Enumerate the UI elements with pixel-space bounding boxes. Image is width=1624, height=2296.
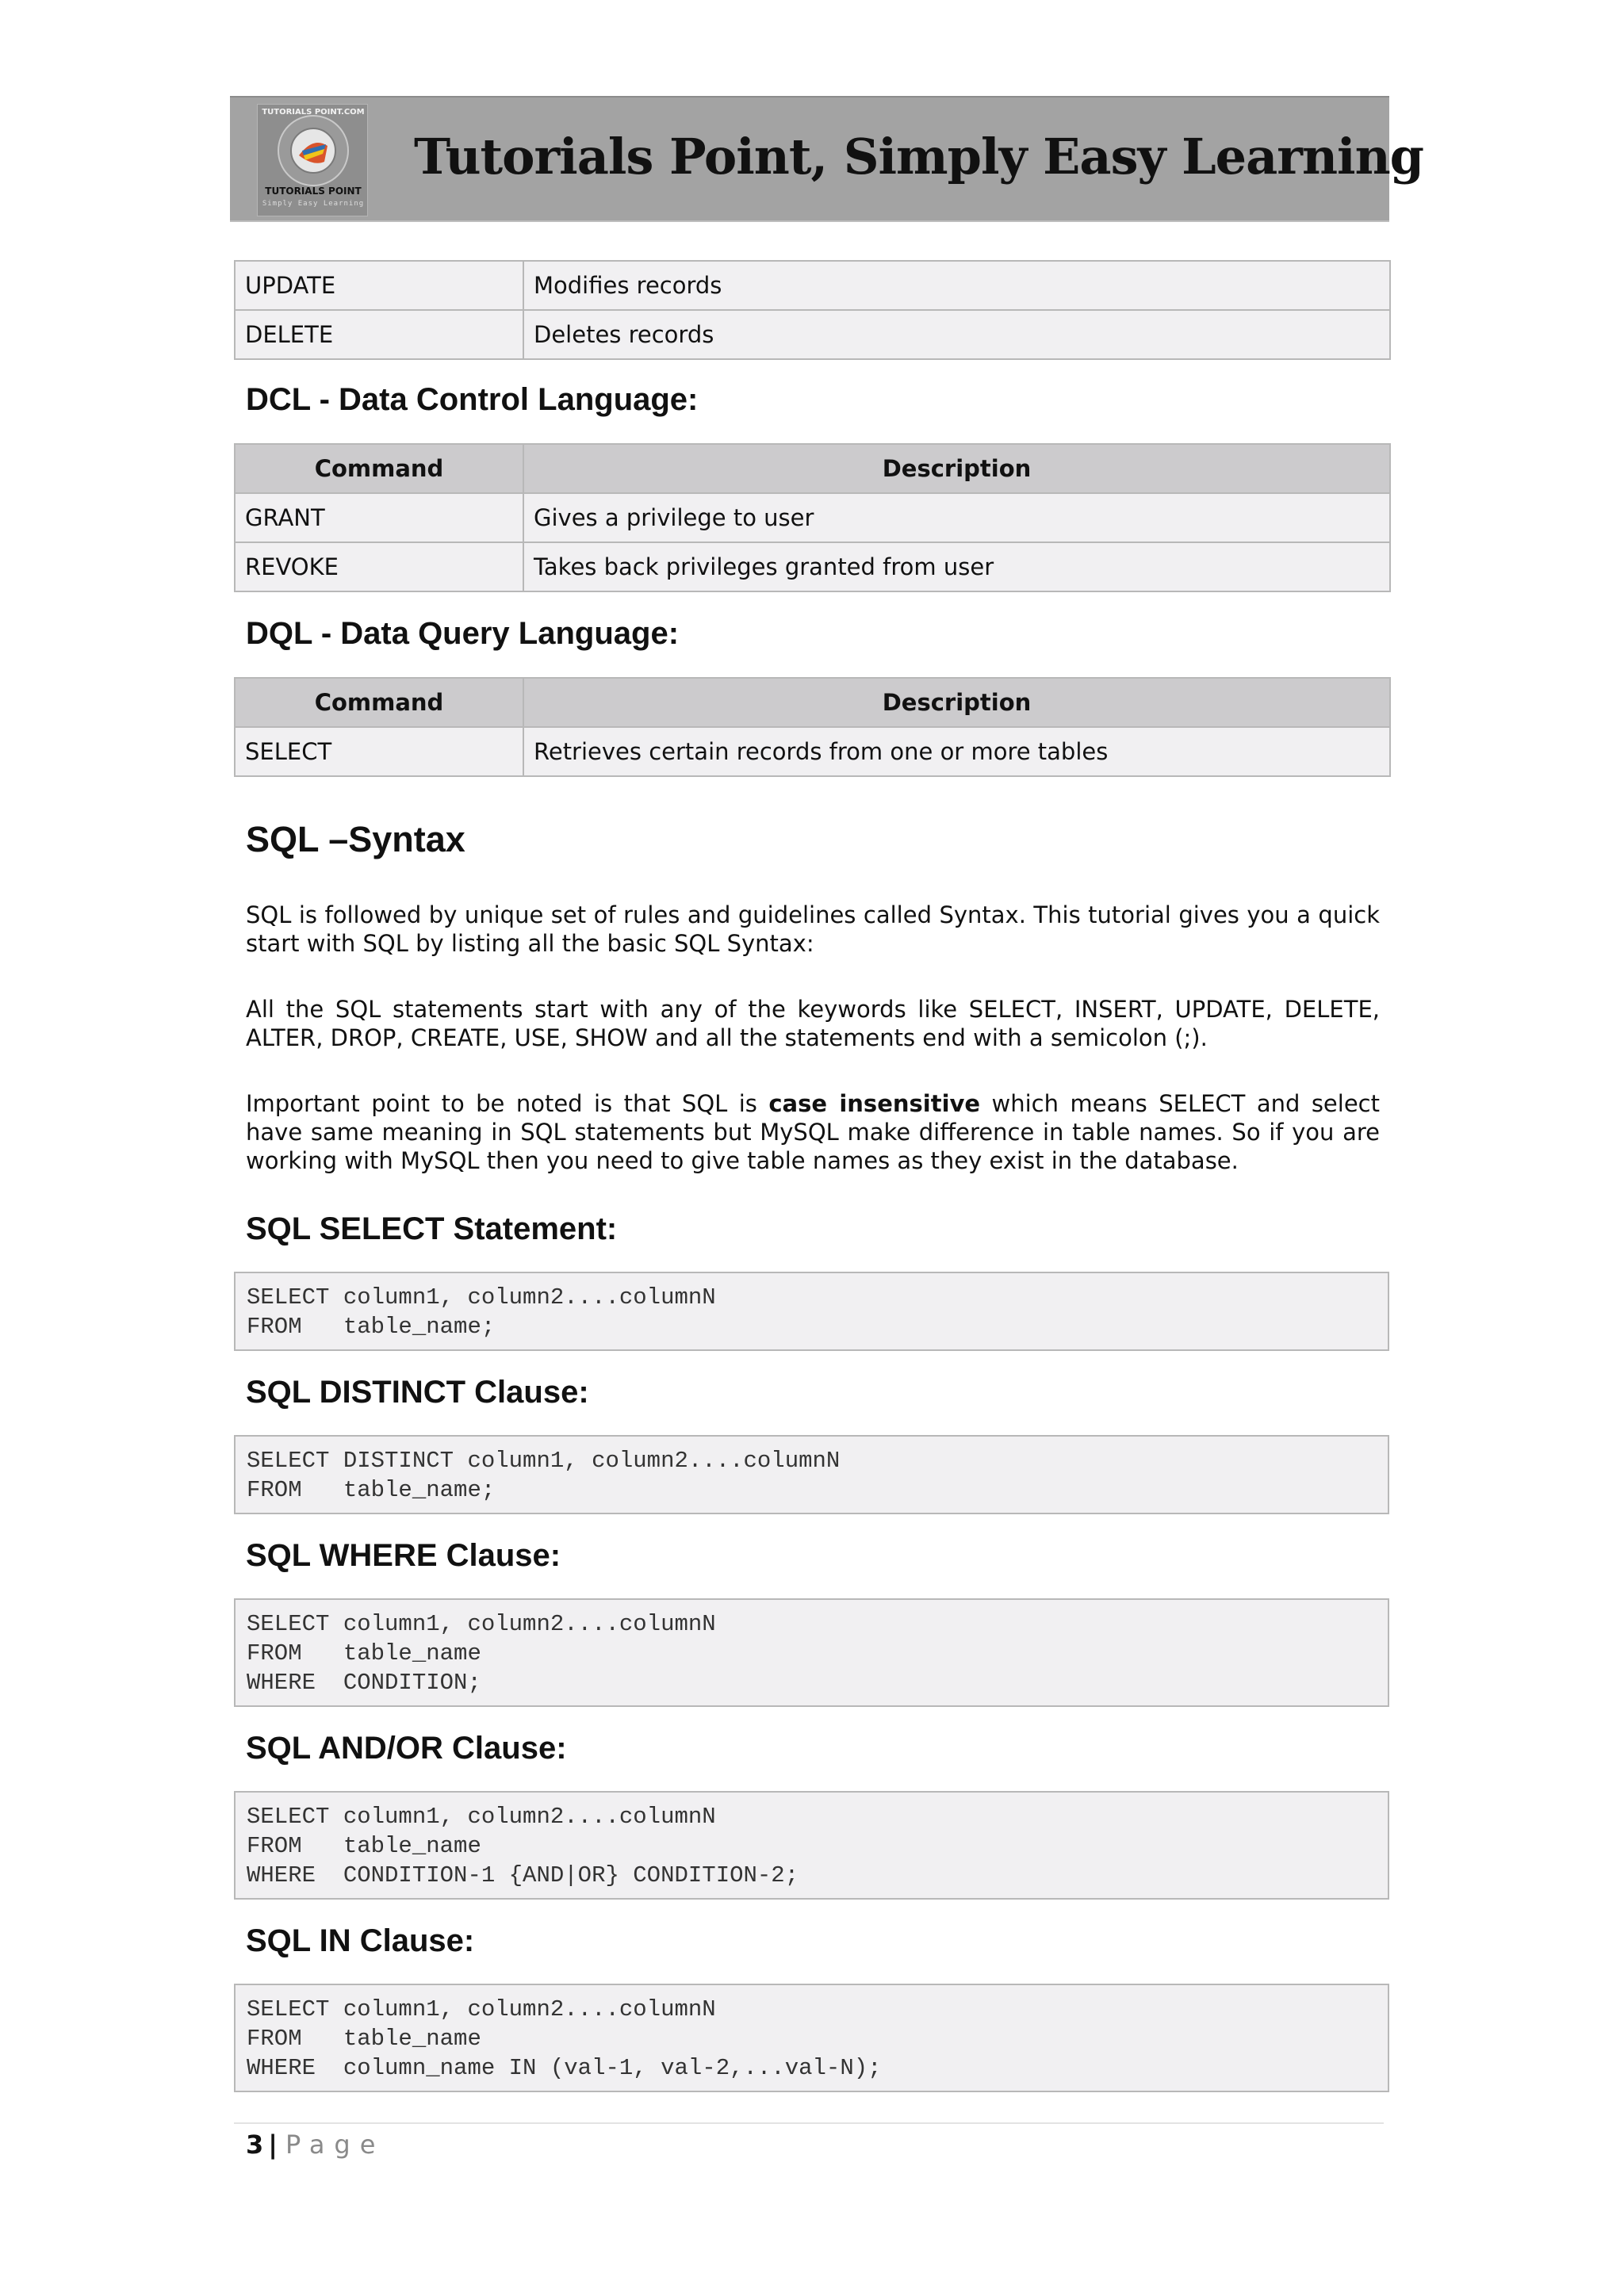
tutorials-point-logo — [257, 104, 368, 216]
table-row — [235, 261, 1390, 310]
dql-heading: DQL - Data Query Language: — [246, 616, 680, 651]
code-line: SELECT column1, column2....columnN — [247, 1996, 716, 2022]
in-code-block — [234, 1984, 1389, 2092]
where-heading: SQL WHERE Clause: — [246, 1538, 561, 1573]
command-cell: UPDATE — [235, 261, 523, 310]
table-row — [235, 727, 1390, 776]
column-header-command: Command — [235, 444, 523, 493]
command-cell: DELETE — [235, 310, 523, 359]
syntax-paragraph-1: SQL is followed by unique set of rules and guidelines called Syntax. This tutorial gives you a quick start with SQL by listing all the basic SQL Syntax: — [246, 901, 1380, 957]
banner-title: Tutorials Point, Simply Easy Learning — [414, 128, 1424, 186]
description-cell: Takes back privileges granted from user — [523, 542, 1390, 591]
select-heading: SQL SELECT Statement: — [246, 1211, 618, 1246]
dcl-table — [234, 443, 1391, 592]
footer-divider — [234, 2122, 1384, 2124]
table-row — [235, 310, 1390, 359]
para3-text-before: Important point to be noted is that SQL is — [246, 1090, 769, 1117]
command-cell: SELECT — [235, 727, 523, 776]
dml-table-tail — [234, 260, 1391, 360]
code-line: SELECT column1, column2....columnN — [247, 1611, 716, 1637]
distinct-heading: SQL DISTINCT Clause: — [246, 1375, 589, 1410]
page-label: Page — [285, 2130, 385, 2160]
syntax-paragraph-3 — [246, 1089, 1380, 1175]
andor-code-block — [234, 1791, 1389, 1900]
code-line: WHERE column_name IN (val-1, val-2,...val-N); — [247, 2055, 882, 2081]
command-cell: GRANT — [235, 493, 523, 542]
description-cell: Modifies records — [523, 261, 1390, 310]
table-header-row — [235, 678, 1390, 727]
description-cell: Gives a privilege to user — [523, 493, 1390, 542]
logo-tagline: Simply Easy Learning — [262, 200, 365, 208]
code-line: WHERE CONDITION; — [247, 1670, 481, 1696]
andor-heading: SQL AND/OR Clause: — [246, 1731, 567, 1766]
code-line: FROM table_name — [247, 1640, 481, 1667]
in-heading: SQL IN Clause: — [246, 1923, 475, 1958]
code-line: FROM table_name — [247, 2026, 481, 2052]
code-line: SELECT column1, column2....columnN — [247, 1804, 716, 1830]
select-code-block — [234, 1272, 1389, 1351]
page-footer — [246, 2130, 385, 2160]
table-header-row — [235, 444, 1390, 493]
code-line: WHERE CONDITION-1 {AND|OR} CONDITION-2; — [247, 1862, 799, 1888]
column-header-description: Description — [523, 444, 1390, 493]
description-cell: Retrieves certain records from one or more tables — [523, 727, 1390, 776]
header-banner — [230, 96, 1424, 222]
code-line: FROM table_name; — [247, 1314, 496, 1340]
column-header-description: Description — [523, 678, 1390, 727]
command-cell: REVOKE — [235, 542, 523, 591]
table-row — [235, 542, 1390, 591]
dcl-heading: DCL - Data Control Language: — [246, 382, 699, 417]
footer-separator: | — [268, 2130, 278, 2160]
syntax-paragraph-2: All the SQL statements start with any of the keywords like SELECT, INSERT, UPDATE, DELETE, ALTER, DROP, CREATE, USE, SHOW and all the statements end with a semicolon (;). — [246, 996, 1380, 1051]
para3-text-after: which means SELECT and select have same meaning in SQL statements but MySQL make difference in table names. So if you are working with MySQL then you need to give table names as they exist in the database. — [246, 1090, 1380, 1174]
column-header-command: Command — [235, 678, 523, 727]
where-code-block — [234, 1598, 1389, 1707]
syntax-heading: SQL –Syntax — [246, 819, 465, 859]
logo-name: TUTORIALS POINT — [265, 186, 362, 197]
description-cell: Deletes records — [523, 310, 1390, 359]
case-insensitive-emphasis: case insensitive — [768, 1090, 981, 1117]
table-row — [235, 493, 1390, 542]
code-line: FROM table_name; — [247, 1477, 496, 1503]
code-line: SELECT column1, column2....columnN — [247, 1284, 716, 1311]
dql-table — [234, 677, 1391, 777]
code-line: FROM table_name — [247, 1833, 481, 1859]
logo-arc-text: TUTORIALS POINT.COM — [262, 108, 365, 117]
page-number: 3 — [246, 2130, 264, 2160]
code-line: SELECT DISTINCT column1, column2....columnN — [247, 1448, 841, 1474]
distinct-code-block — [234, 1435, 1389, 1514]
